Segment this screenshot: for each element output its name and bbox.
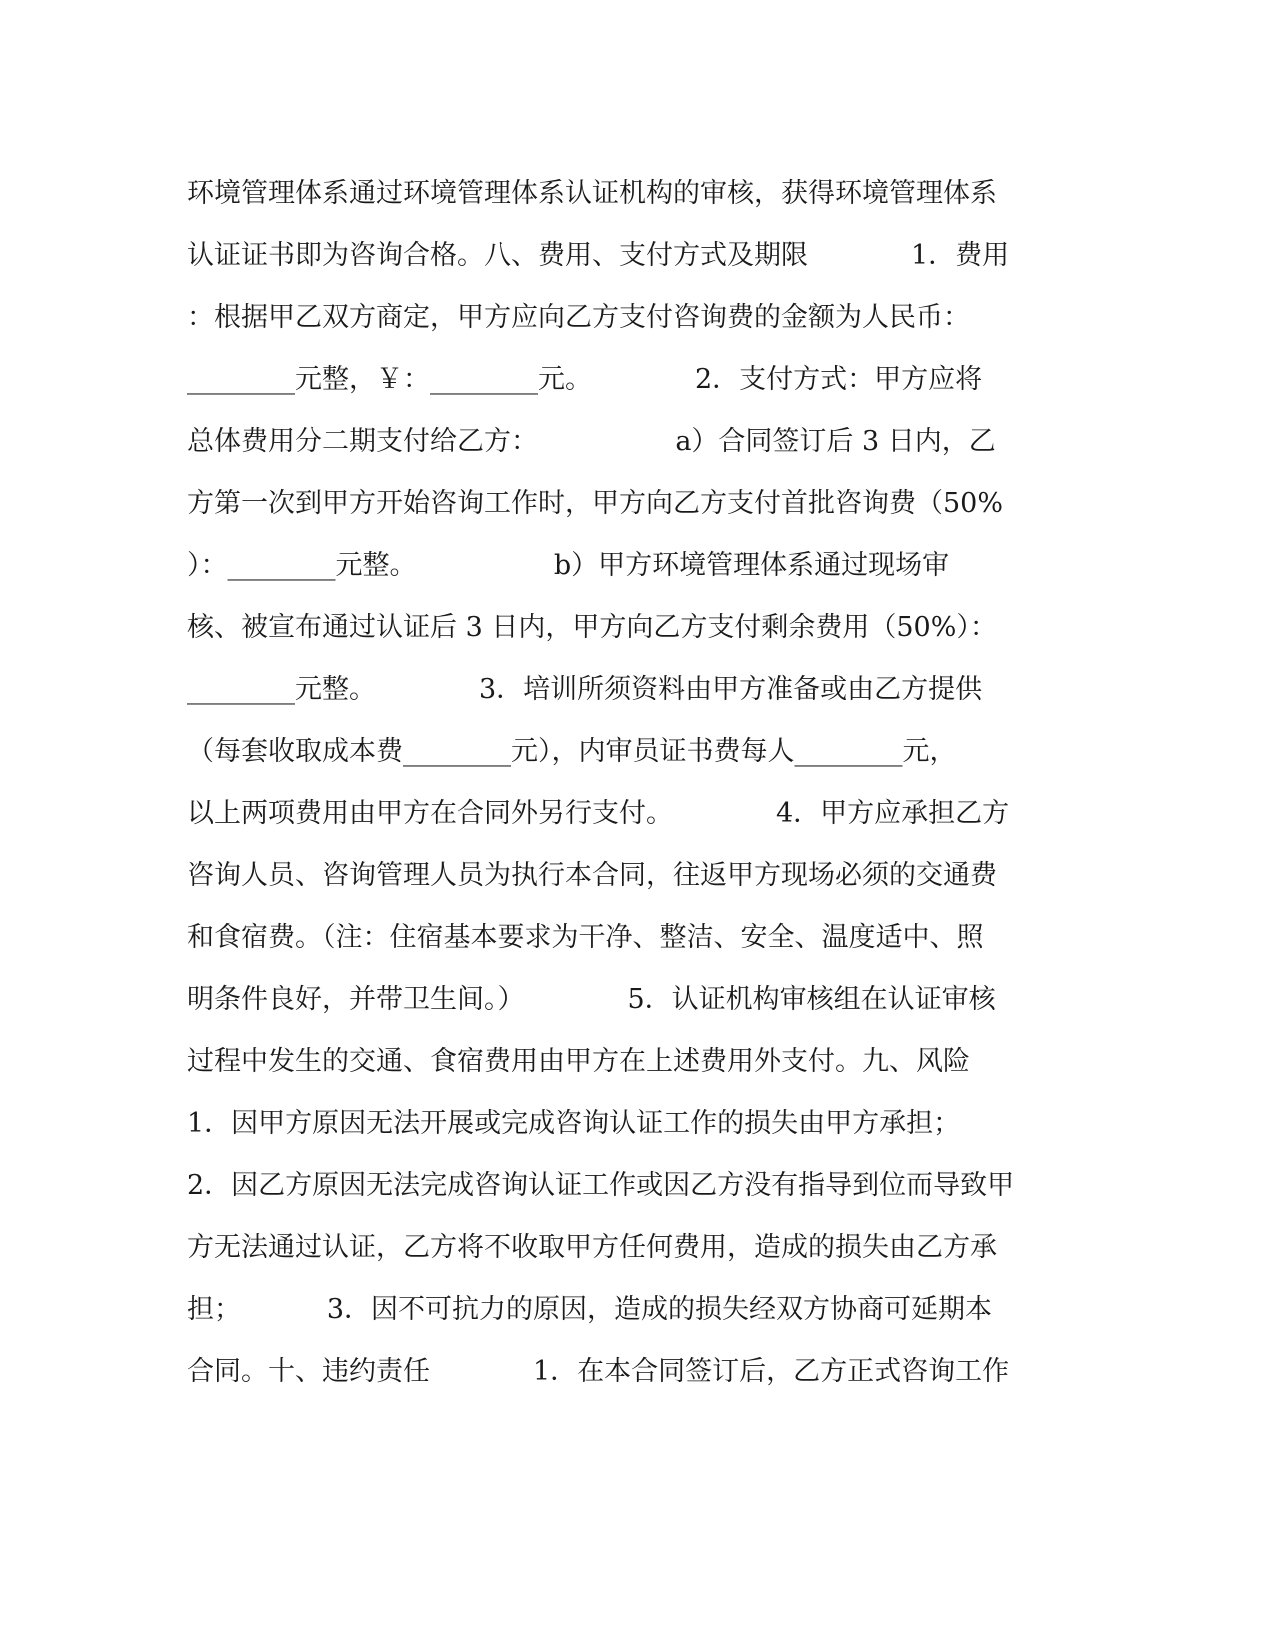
text-line: 明条件良好，并带卫生间。） 5．认证机构审核组在认证审核 bbox=[187, 984, 996, 1015]
text-line: 过程中发生的交通、食宿费用由甲方在上述费用外支付。九、风险 bbox=[187, 1046, 970, 1077]
text-line: ：根据甲乙双方商定，甲方应向乙方支付咨询费的金额为人民币： bbox=[187, 302, 970, 333]
text-line: ）：________元整。 b）甲方环境管理体系通过现场审 bbox=[187, 550, 950, 581]
text-line: ________元整。 3．培训所须资料由甲方准备或由乙方提供 bbox=[187, 674, 983, 705]
text-line: 咨询人员、咨询管理人员为执行本合同，往返甲方现场必须的交通费 bbox=[187, 860, 997, 891]
text-line: 1．因甲方原因无法开展或完成咨询认证工作的损失由甲方承担； bbox=[187, 1108, 961, 1139]
text-line: 方第一次到甲方开始咨询工作时，甲方向乙方支付首批咨询费（50% bbox=[187, 488, 1004, 519]
text-line: 总体费用分二期支付给乙方： a）合同签订后 3 日内，乙 bbox=[187, 426, 996, 457]
text-line: ________元整，￥：________元。 2．支付方式：甲方应将 bbox=[187, 364, 983, 395]
text-line: 核、被宣布通过认证后 3 日内，甲方向乙方支付剩余费用（50%）： bbox=[187, 612, 997, 643]
text-line: 2．因乙方原因无法完成咨询认证工作或因乙方没有指导到位而导致甲 bbox=[187, 1170, 1015, 1201]
text-line: 担； 3．因不可抗力的原因，造成的损失经双方协商可延期本 bbox=[187, 1294, 993, 1325]
text-line: 合同。十、违约责任 1．在本合同签订后，乙方正式咨询工作 bbox=[187, 1356, 1010, 1387]
text-line: 方无法通过认证，乙方将不收取甲方任何费用，造成的损失由乙方承 bbox=[187, 1232, 997, 1263]
text-line: 环境管理体系通过环境管理体系认证机构的审核，获得环境管理体系 bbox=[187, 178, 997, 209]
text-line: （每套收取成本费________元），内审员证书费每人________元， bbox=[187, 736, 957, 767]
contract-body-text bbox=[187, 163, 1047, 1403]
text-line: 和食宿费。（注：住宿基本要求为干净、整洁、安全、温度适中、照 bbox=[187, 922, 984, 953]
text-line: 认证证书即为咨询合格。八、费用、支付方式及期限 1．费用 bbox=[187, 240, 1010, 271]
text-line: 以上两项费用由甲方在合同外另行支付。 4．甲方应承担乙方 bbox=[187, 798, 1010, 829]
